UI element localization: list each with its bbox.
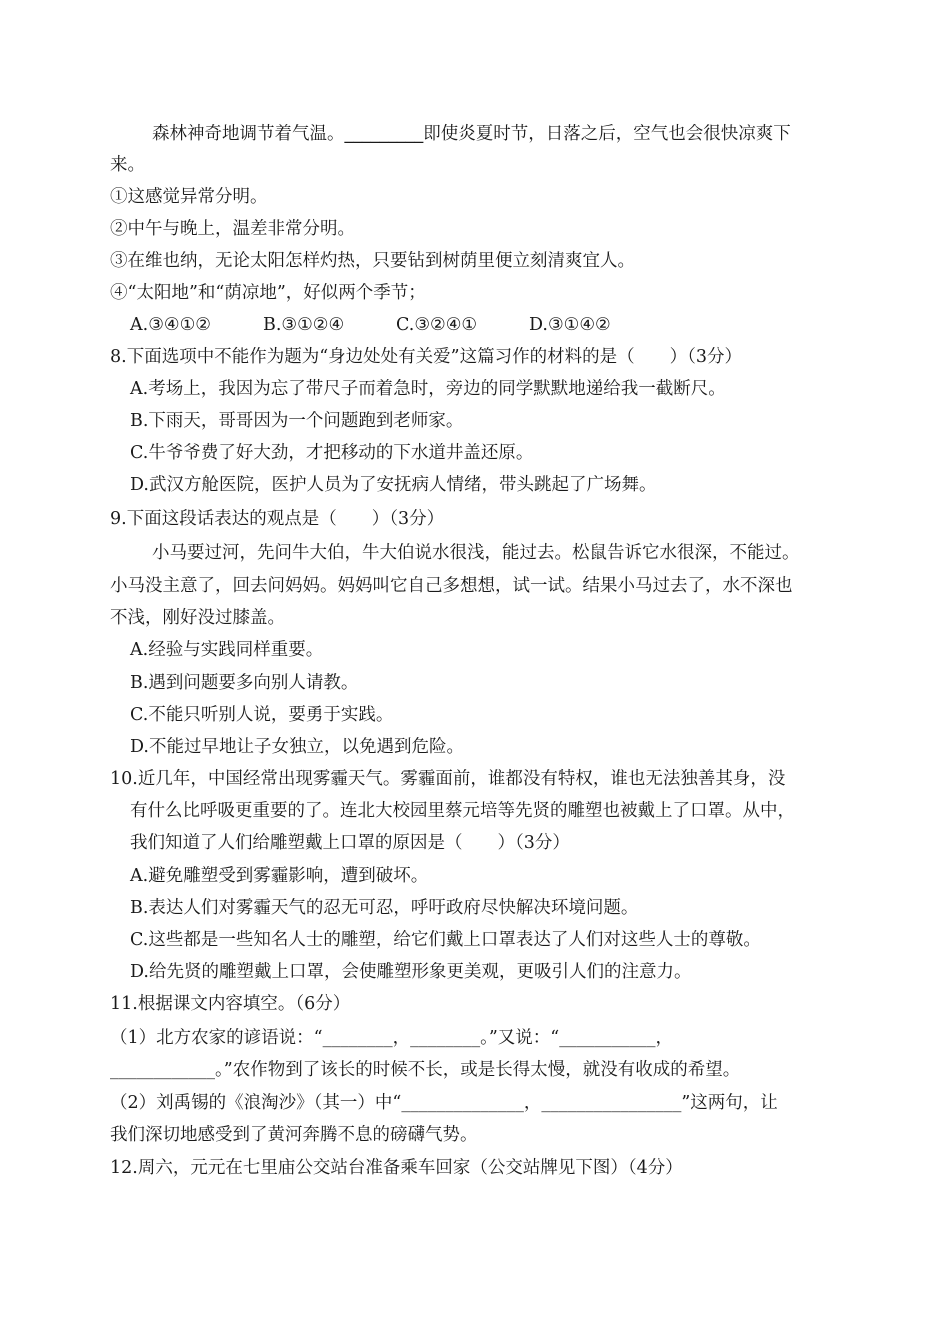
q7-item: ④“太阳地”和“荫凉地”，好似两个季节；: [110, 283, 426, 303]
q9-passage-line: 小马没主意了，回去问妈妈。妈妈叫它自己多想想，试一试。结果小马过去了，水不深也: [110, 576, 793, 596]
q12-stem: 12.周六，元元在七里庙公交站台准备乘车回家（公交站牌见下图）（4分）: [110, 1158, 683, 1178]
q10-stem-line: 10.近几年，中国经常出现雾霾天气。雾霾面前，谁都没有特权，谁也无法独善其身，没: [110, 769, 786, 789]
q11-part2-line2: 我们深切地感受到了黄河奔腾不息的磅礴气势。: [110, 1125, 478, 1145]
q11-part2-line1[interactable]: （2）刘禹锡的《浪淘沙》（其一）中“______________，________________”这两句，让: [110, 1093, 778, 1113]
q10-option-c[interactable]: C.这些都是一些知名人士的雕塑，给它们戴上口罩表达了人们对这些人士的尊敬。: [130, 930, 761, 950]
q11-part1-line2[interactable]: ____________。”农作物到了该长的时候不长，或是长得太慢，就没有收成的希望。: [110, 1060, 741, 1080]
q10-option-b[interactable]: B.表达人们对雾霾天气的忍无可忍，呼吁政府尽快解决环境问题。: [130, 898, 639, 918]
q7-passage-line1: 森林神奇地调节着气温。_________即使炎夏时节，日落之后，空气也会很快凉爽下: [152, 124, 791, 144]
q10-option-d[interactable]: D.给先贤的雕塑戴上口罩，会使雕塑形象更美观，更吸引人们的注意力。: [130, 962, 692, 982]
q7-passage-line2: 来。: [110, 155, 145, 175]
q7-option-d[interactable]: D.③①④②: [529, 315, 611, 335]
q9-passage-line: 不浅，刚好没过膝盖。: [110, 608, 285, 628]
q7-option-c[interactable]: C.③②④①: [396, 315, 478, 335]
q9-option-c[interactable]: C.不能只听别人说，要勇于实践。: [130, 705, 394, 725]
q9-option-b[interactable]: B.遇到问题要多向别人请教。: [130, 673, 359, 693]
q7-item: ②中午与晚上，温差非常分明。: [110, 219, 355, 239]
q7-option-a[interactable]: A.③④①②: [130, 315, 211, 335]
q7-options: [130, 314, 611, 336]
q11-stem: 11.根据课文内容填空。（6分）: [110, 994, 351, 1014]
q9-stem: 9.下面这段话表达的观点是（ ）（3分）: [110, 509, 445, 529]
q8-option-c[interactable]: C.牛爷爷费了好大劲，才把移动的下水道井盖还原。: [130, 443, 534, 463]
q10-stem-line: 我们知道了人们给雕塑戴上口罩的原因是（ ）（3分）: [130, 833, 570, 853]
q9-option-d[interactable]: D.不能过早地让子女独立，以免遇到危险。: [130, 737, 464, 757]
q8-stem: 8.下面选项中不能作为题为“身边处处有关爱”这篇习作的材料的是（ ）（3分）: [110, 347, 742, 367]
q9-option-a[interactable]: A.经验与实践同样重要。: [130, 640, 324, 660]
q8-option-a[interactable]: A.考场上，我因为忘了带尺子而着急时，旁边的同学默默地递给我一截断尺。: [130, 379, 726, 399]
q8-option-b[interactable]: B.下雨天，哥哥因为一个问题跑到老师家。: [130, 411, 464, 431]
q7-item: ①这感觉异常分明。: [110, 187, 268, 207]
q10-stem-line: 有什么比呼吸更重要的了。连北大校园里蔡元培等先贤的雕塑也被戴上了口罩。从中，: [130, 801, 795, 821]
q7-option-b[interactable]: B.③①②④: [263, 315, 345, 335]
q9-passage-line: 小马要过河，先问牛大伯，牛大伯说水很浅，能过去。松鼠告诉它水很深，不能过。: [152, 543, 800, 563]
q8-option-d[interactable]: D.武汉方舱医院，医护人员为了安抚病人情绪，带头跳起了广场舞。: [130, 475, 657, 495]
q11-part1-line1[interactable]: （1）北方农家的谚语说：“________，________。”又说：“___________，: [110, 1028, 673, 1048]
q10-option-a[interactable]: A.避免雕塑受到雾霾影响，遭到破坏。: [130, 866, 429, 886]
q7-item: ③在维也纳，无论太阳怎样灼热，只要钻到树荫里便立刻清爽宜人。: [110, 251, 635, 271]
